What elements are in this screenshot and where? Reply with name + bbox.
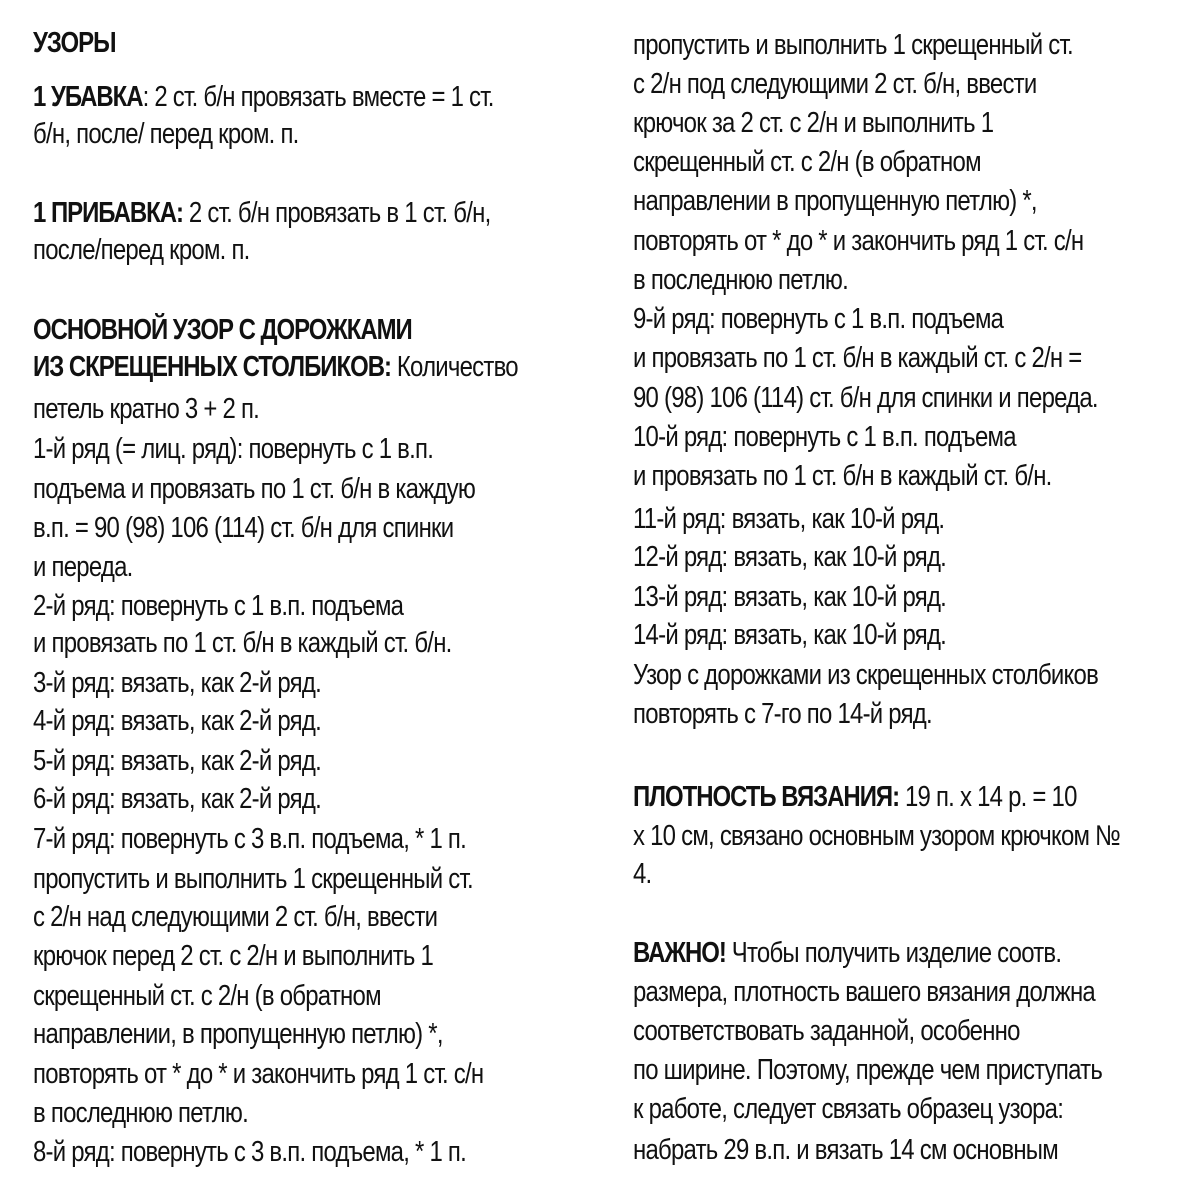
text-line: крючок перед 2 ст. с 2/н и выполнить 1	[33, 940, 434, 972]
text-line: направлении в пропущенную петлю) *,	[633, 185, 1037, 217]
main-pattern-heading-1: ОСНОВНОЙ УЗОР С ДОРОЖКАМИ	[33, 314, 412, 346]
gauge-line-1	[633, 780, 1077, 814]
decrease-text: : 2 ст. б/н провязать вместе = 1 ст.	[142, 81, 494, 113]
gauge-line-3: 4.	[633, 858, 652, 890]
text-line: 7-й ряд: повернуть с 3 в.п. подъема, * 1 п.	[33, 823, 467, 855]
text-line: повторять с 7-го по 14-й ряд.	[633, 698, 932, 730]
important-line-1	[633, 936, 1061, 970]
main-pattern-heading-term: ИЗ СКРЕЩЕННЫХ СТОЛБИКОВ:	[33, 351, 391, 383]
text-line: 1-й ряд (= лиц. ряд): повернуть с 1 в.п.	[33, 433, 434, 465]
text-line: Узор с дорожками из скрещенных столбиков	[633, 659, 1099, 691]
text-line: 5-й ряд: вязать, как 2-й ряд.	[33, 745, 321, 777]
text-line: 90 (98) 106 (114) ст. б/н для спинки и переда.	[633, 382, 1098, 414]
text-line: по ширине. Поэтому, прежде чем приступать	[633, 1054, 1103, 1086]
increase-line-1	[33, 196, 491, 230]
text-line: петель кратно 3 + 2 п.	[33, 393, 260, 425]
text-line: 3-й ряд: вязать, как 2-й ряд.	[33, 667, 321, 699]
text-line: подъема и провязать по 1 ст. б/н в каждую	[33, 473, 476, 505]
text-line: повторять от * до * и закончить ряд 1 ст. с/н	[33, 1058, 484, 1090]
text-line: 8-й ряд: повернуть с 3 в.п. подъема, * 1 п.	[33, 1136, 467, 1168]
text-line: и провязать по 1 ст. б/н в каждый ст. б/н.	[633, 460, 1052, 492]
text-line: скрещенный ст. с 2/н (в обратном	[633, 146, 981, 178]
text-line: в.п. = 90 (98) 106 (114) ст. б/н для спинки	[33, 512, 454, 544]
text-line: пропустить и выполнить 1 скрещенный ст.	[633, 29, 1073, 61]
text-line: с 2/н под следующими 2 ст. б/н, ввести	[633, 68, 1037, 100]
increase-text: 2 ст. б/н провязать в 1 ст. б/н,	[183, 197, 491, 229]
text-line: повторять от * до * и закончить ряд 1 ст. с/н	[633, 225, 1084, 257]
increase-line-2: после/перед кром. п.	[33, 234, 250, 266]
decrease-line-1	[33, 80, 494, 114]
decrease-term: 1 УБАВКА	[33, 81, 143, 113]
gauge-term: ПЛОТНОСТЬ ВЯЗАНИЯ:	[633, 781, 900, 813]
text-line: размера, плотность вашего вязания должна	[633, 976, 1095, 1008]
text-line: 6-й ряд: вязать, как 2-й ряд.	[33, 783, 321, 815]
text-line: пропустить и выполнить 1 скрещенный ст.	[33, 863, 473, 895]
text-line: 14-й ряд: вязать, как 10-й ряд.	[633, 619, 947, 651]
gauge-line-2: х 10 см, связано основным узором крючком №	[633, 820, 1121, 852]
increase-term: 1 ПРИБАВКА:	[33, 197, 184, 229]
important-term: ВАЖНО!	[633, 937, 726, 969]
text-line: 10-й ряд: повернуть с 1 в.п. подъема	[633, 421, 1016, 453]
text-line: крючок за 2 ст. с 2/н и выполнить 1	[633, 107, 994, 139]
text-line: 11-й ряд: вязать, как 10-й ряд.	[633, 503, 945, 535]
main-pattern-heading-tail: Количество	[390, 351, 518, 383]
text-line: 12-й ряд: вязать, как 10-й ряд.	[633, 541, 947, 573]
text-line: набрать 29 в.п. и вязать 14 см основным	[633, 1134, 1058, 1166]
text-line: 9-й ряд: повернуть с 1 в.п. подъема	[633, 303, 1004, 335]
text-line: 2-й ряд: повернуть с 1 в.п. подъема	[33, 590, 404, 622]
text-line: соответствовать заданной, особенно	[633, 1015, 1020, 1047]
text-line: к работе, следует связать образец узора:	[633, 1093, 1064, 1125]
text-line: скрещенный ст. с 2/н (в обратном	[33, 980, 381, 1012]
text-line: направлении, в пропущенную петлю) *,	[33, 1018, 443, 1050]
text-line: с 2/н над следующими 2 ст. б/н, ввести	[33, 901, 438, 933]
text-line: в последнюю петлю.	[633, 264, 849, 296]
patterns-heading: УЗОРЫ	[33, 27, 116, 59]
important-text: Чтобы получить изделие соотв.	[725, 937, 1062, 969]
text-line: и провязать по 1 ст. б/н в каждый ст. с 2/н =	[633, 342, 1082, 374]
text-line: и переда.	[33, 551, 133, 583]
text-line: и провязать по 1 ст. б/н в каждый ст. б/н.	[33, 627, 452, 659]
text-line: в последнюю петлю.	[33, 1097, 249, 1129]
gauge-text: 19 п. х 14 р. = 10	[899, 781, 1077, 813]
main-pattern-heading-2	[33, 350, 518, 384]
text-line: 13-й ряд: вязать, как 10-й ряд.	[633, 581, 947, 613]
text-line: 4-й ряд: вязать, как 2-й ряд.	[33, 705, 321, 737]
decrease-line-2: б/н, после/ перед кром. п.	[33, 118, 299, 150]
